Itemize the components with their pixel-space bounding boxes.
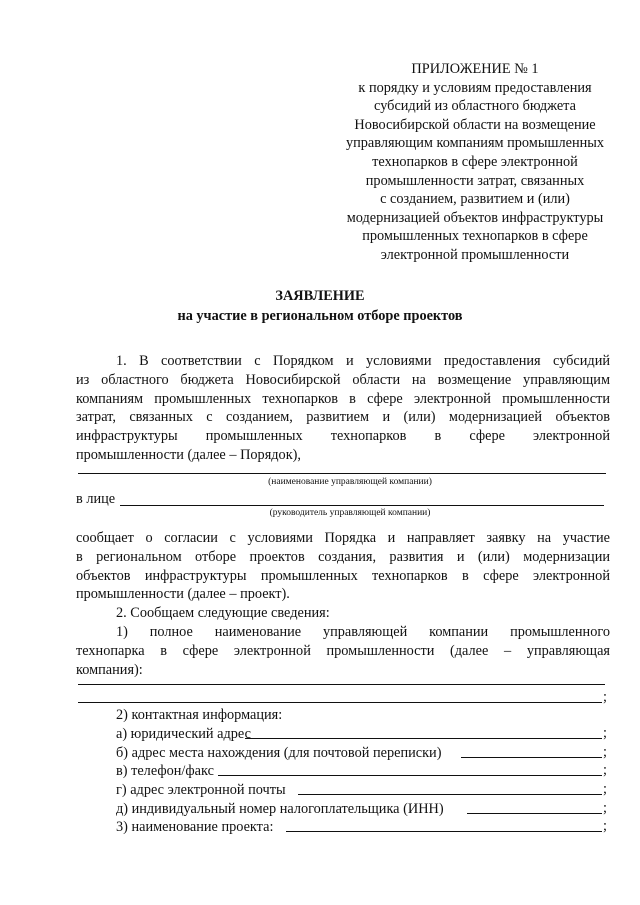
semicolon: ; [603,781,607,797]
annex-line: модернизацией объектов инфраструктуры [346,209,604,226]
paragraph-line: в региональном отборе проектов создания, развития и (или) модернизации [76,548,610,565]
company-name-caption: (наименование управляющей компании) [268,477,432,487]
title-heading: ЗАЯВЛЕНИЕ [275,288,365,304]
paragraph-line: 1. В соответствии с Порядком и условиями предоставления субсидий [116,353,610,369]
item-1-line: компания): [76,661,143,678]
in-person-label: в лице [76,491,116,507]
annex-line: субсидий из областного бюджета [374,98,576,115]
annex-block [330,60,620,265]
title-subheading: на участие в региональном отборе проектов [177,308,463,324]
project-name-label: 3) наименование проекта: [116,819,274,835]
semicolon: ; [603,725,607,741]
legal-address-label: а) юридический адрес [116,726,251,742]
phone-fax-label: в) телефон/факс [116,763,214,779]
postal-address-label: б) адрес места нахождения (для почтовой переписки) [116,745,442,761]
paragraph-1 [76,352,610,465]
company-name-field[interactable] [78,473,606,474]
annex-line: электронной промышленности [380,246,570,263]
company-head-caption: (руководитель управляющей компании) [269,508,431,518]
company-head-field[interactable] [120,505,604,506]
annex-line: Новосибирской области на возмещение [354,116,596,133]
item-1-line: технопарка в сфере электронной промышленности (далее – управляющая [76,642,610,659]
paragraph-line: компаниям промышленных технопарков в сфере электронной промышленности [76,390,610,407]
document-title [0,286,640,326]
semicolon: ; [603,689,607,705]
paragraph-line: инфраструктуры промышленных технопарков в сфере электронной [76,428,610,445]
paragraph-line: промышленности (далее – Порядок), [76,446,301,463]
paragraph-line: сообщает о согласии с условиями Порядка и направляет заявку на участие [76,530,610,546]
semicolon: ; [603,762,607,778]
inn-field[interactable] [467,813,602,814]
annex-line: технопарков в сфере электронной [372,153,578,170]
semicolon: ; [603,800,607,816]
annex-line: с созданием, развитием и (или) [380,191,570,208]
company-full-name-field-1[interactable] [78,684,605,685]
legal-address-field[interactable] [245,738,602,739]
postal-address-field[interactable] [461,757,602,758]
annex-line: к порядку и условиям предоставления [358,79,592,96]
paragraph-line: затрат, связанных с созданием, развитием и (или) модернизацией объектов [76,409,610,426]
annex-line: промышленности затрат, связанных [365,172,585,189]
annex-line: ПРИЛОЖЕНИЕ № 1 [411,61,539,77]
project-name-field[interactable] [286,831,602,832]
email-label: г) адрес электронной почты [116,782,286,798]
contact-heading: 2) контактная информация: [116,707,283,723]
semicolon: ; [603,744,607,760]
semicolon: ; [603,818,607,834]
inn-label: д) индивидуальный номер налогоплательщика (ИНН) [116,801,444,817]
item-1-line: 1) полное наименование управляющей компании промышленного [116,623,610,640]
paragraph-2 [76,529,610,679]
paragraph-line: промышленности (далее – проект). [76,586,290,603]
paragraph-line: из областного бюджета Новосибирской области на возмещение управляющим [76,371,610,388]
section-2-heading: 2. Сообщаем следующие сведения: [116,605,330,622]
paragraph-line: объектов инфраструктуры промышленных технопарков в сфере электронной [76,567,610,584]
email-field[interactable] [298,794,602,795]
annex-line: промышленных технопарков в сфере [362,228,588,245]
company-full-name-field-2[interactable] [78,702,602,703]
phone-fax-field[interactable] [218,775,602,776]
annex-line: управляющим компаниям промышленных [345,135,605,152]
